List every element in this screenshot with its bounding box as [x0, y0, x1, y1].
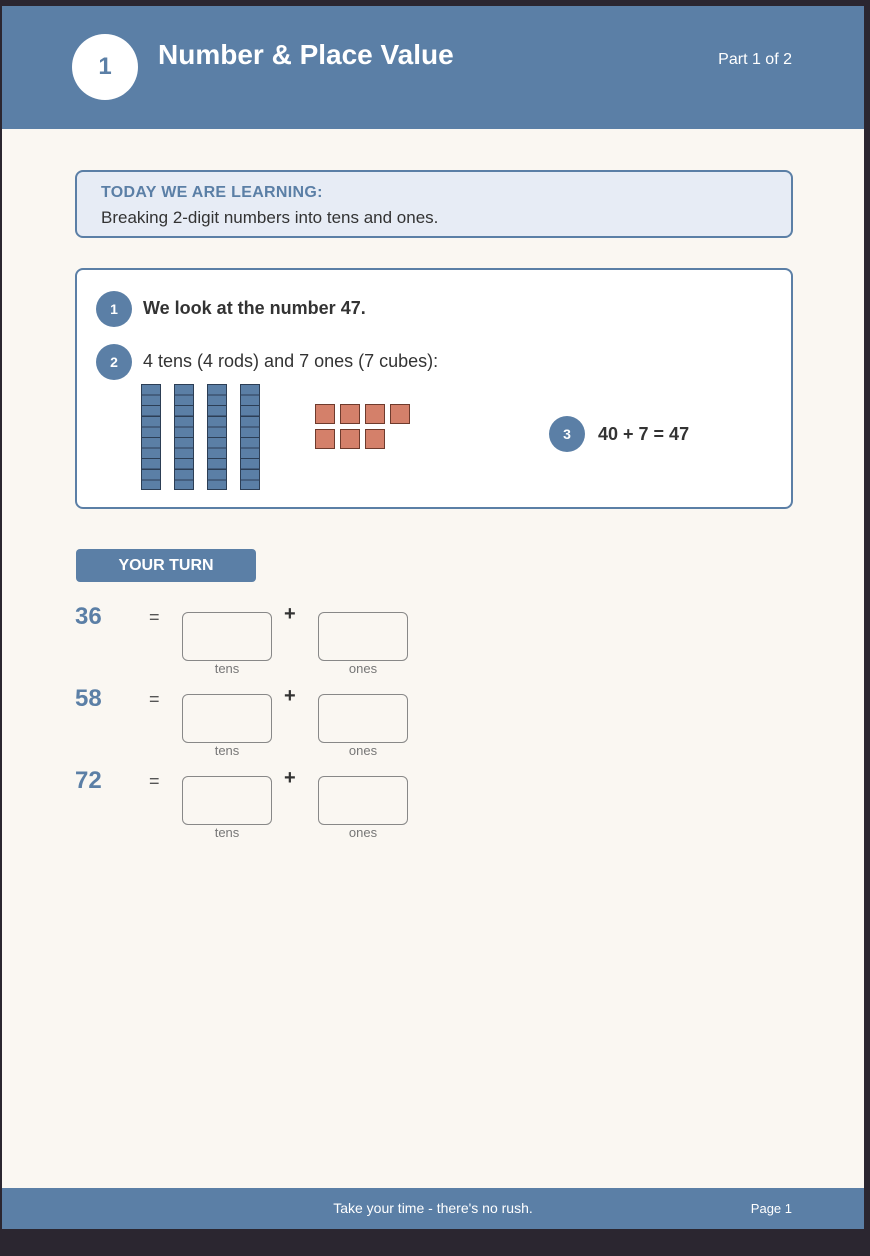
exercise-row: [2, 603, 864, 683]
tens-answer-box[interactable]: [182, 694, 272, 743]
tens-label: tens: [214, 743, 240, 758]
ones-answer-box[interactable]: [318, 694, 408, 743]
part-indicator: Part 1 of 2: [718, 51, 792, 68]
lesson-number-badge: 1: [72, 34, 138, 100]
ones-label: ones: [348, 661, 378, 676]
ones-answer-box[interactable]: [318, 612, 408, 661]
worked-example-box: [75, 268, 793, 509]
ones-cube: [315, 429, 335, 449]
exercise-row: [2, 685, 864, 765]
tens-label: tens: [214, 825, 240, 840]
tens-rod: [174, 384, 194, 490]
exercise-number: 36: [75, 603, 102, 630]
footer-bar: [2, 1188, 864, 1229]
ones-answer-box[interactable]: [318, 776, 408, 825]
tens-answer-box[interactable]: [182, 776, 272, 825]
step-3-equation: 40 + 7 = 47: [598, 424, 690, 444]
step-2-badge: 2: [96, 344, 132, 380]
ones-cube: [340, 429, 360, 449]
equals-sign: =: [149, 689, 160, 709]
tens-answer-box[interactable]: [182, 612, 272, 661]
exercise-row: [2, 767, 864, 847]
plus-sign: +: [284, 767, 296, 789]
learning-objective-box: [75, 170, 793, 238]
worksheet-page: [2, 6, 864, 1229]
ones-label: ones: [348, 743, 378, 758]
plus-sign: +: [284, 603, 296, 625]
exercise-number: 72: [75, 767, 102, 794]
ones-cube: [365, 429, 385, 449]
learning-text: Breaking 2-digit numbers into tens and ones.: [101, 208, 439, 227]
header-banner: [2, 6, 864, 129]
ones-cube: [365, 404, 385, 424]
learning-heading: TODAY WE ARE LEARNING:: [101, 184, 323, 201]
tens-rod: [141, 384, 161, 490]
ones-label: ones: [348, 825, 378, 840]
your-turn-banner: YOUR TURN: [76, 549, 256, 582]
step-3-badge: 3: [549, 416, 585, 452]
ones-cube: [390, 404, 410, 424]
step-2-text: 4 tens (4 rods) and 7 ones (7 cubes):: [143, 351, 439, 371]
page-number: Page 1: [750, 1201, 792, 1216]
ones-cube: [315, 404, 335, 424]
tens-rod: [240, 384, 260, 490]
step-1-text: We look at the number 47.: [143, 298, 366, 318]
exercise-number: 58: [75, 685, 102, 712]
step-1-badge: 1: [96, 291, 132, 327]
footer-message: Take your time - there's no rush.: [333, 1200, 533, 1216]
tens-rod: [207, 384, 227, 490]
equals-sign: =: [149, 607, 160, 627]
ones-cube: [340, 404, 360, 424]
tens-label: tens: [214, 661, 240, 676]
page-title: Number & Place Value: [158, 39, 454, 70]
equals-sign: =: [149, 771, 160, 791]
plus-sign: +: [284, 685, 296, 707]
